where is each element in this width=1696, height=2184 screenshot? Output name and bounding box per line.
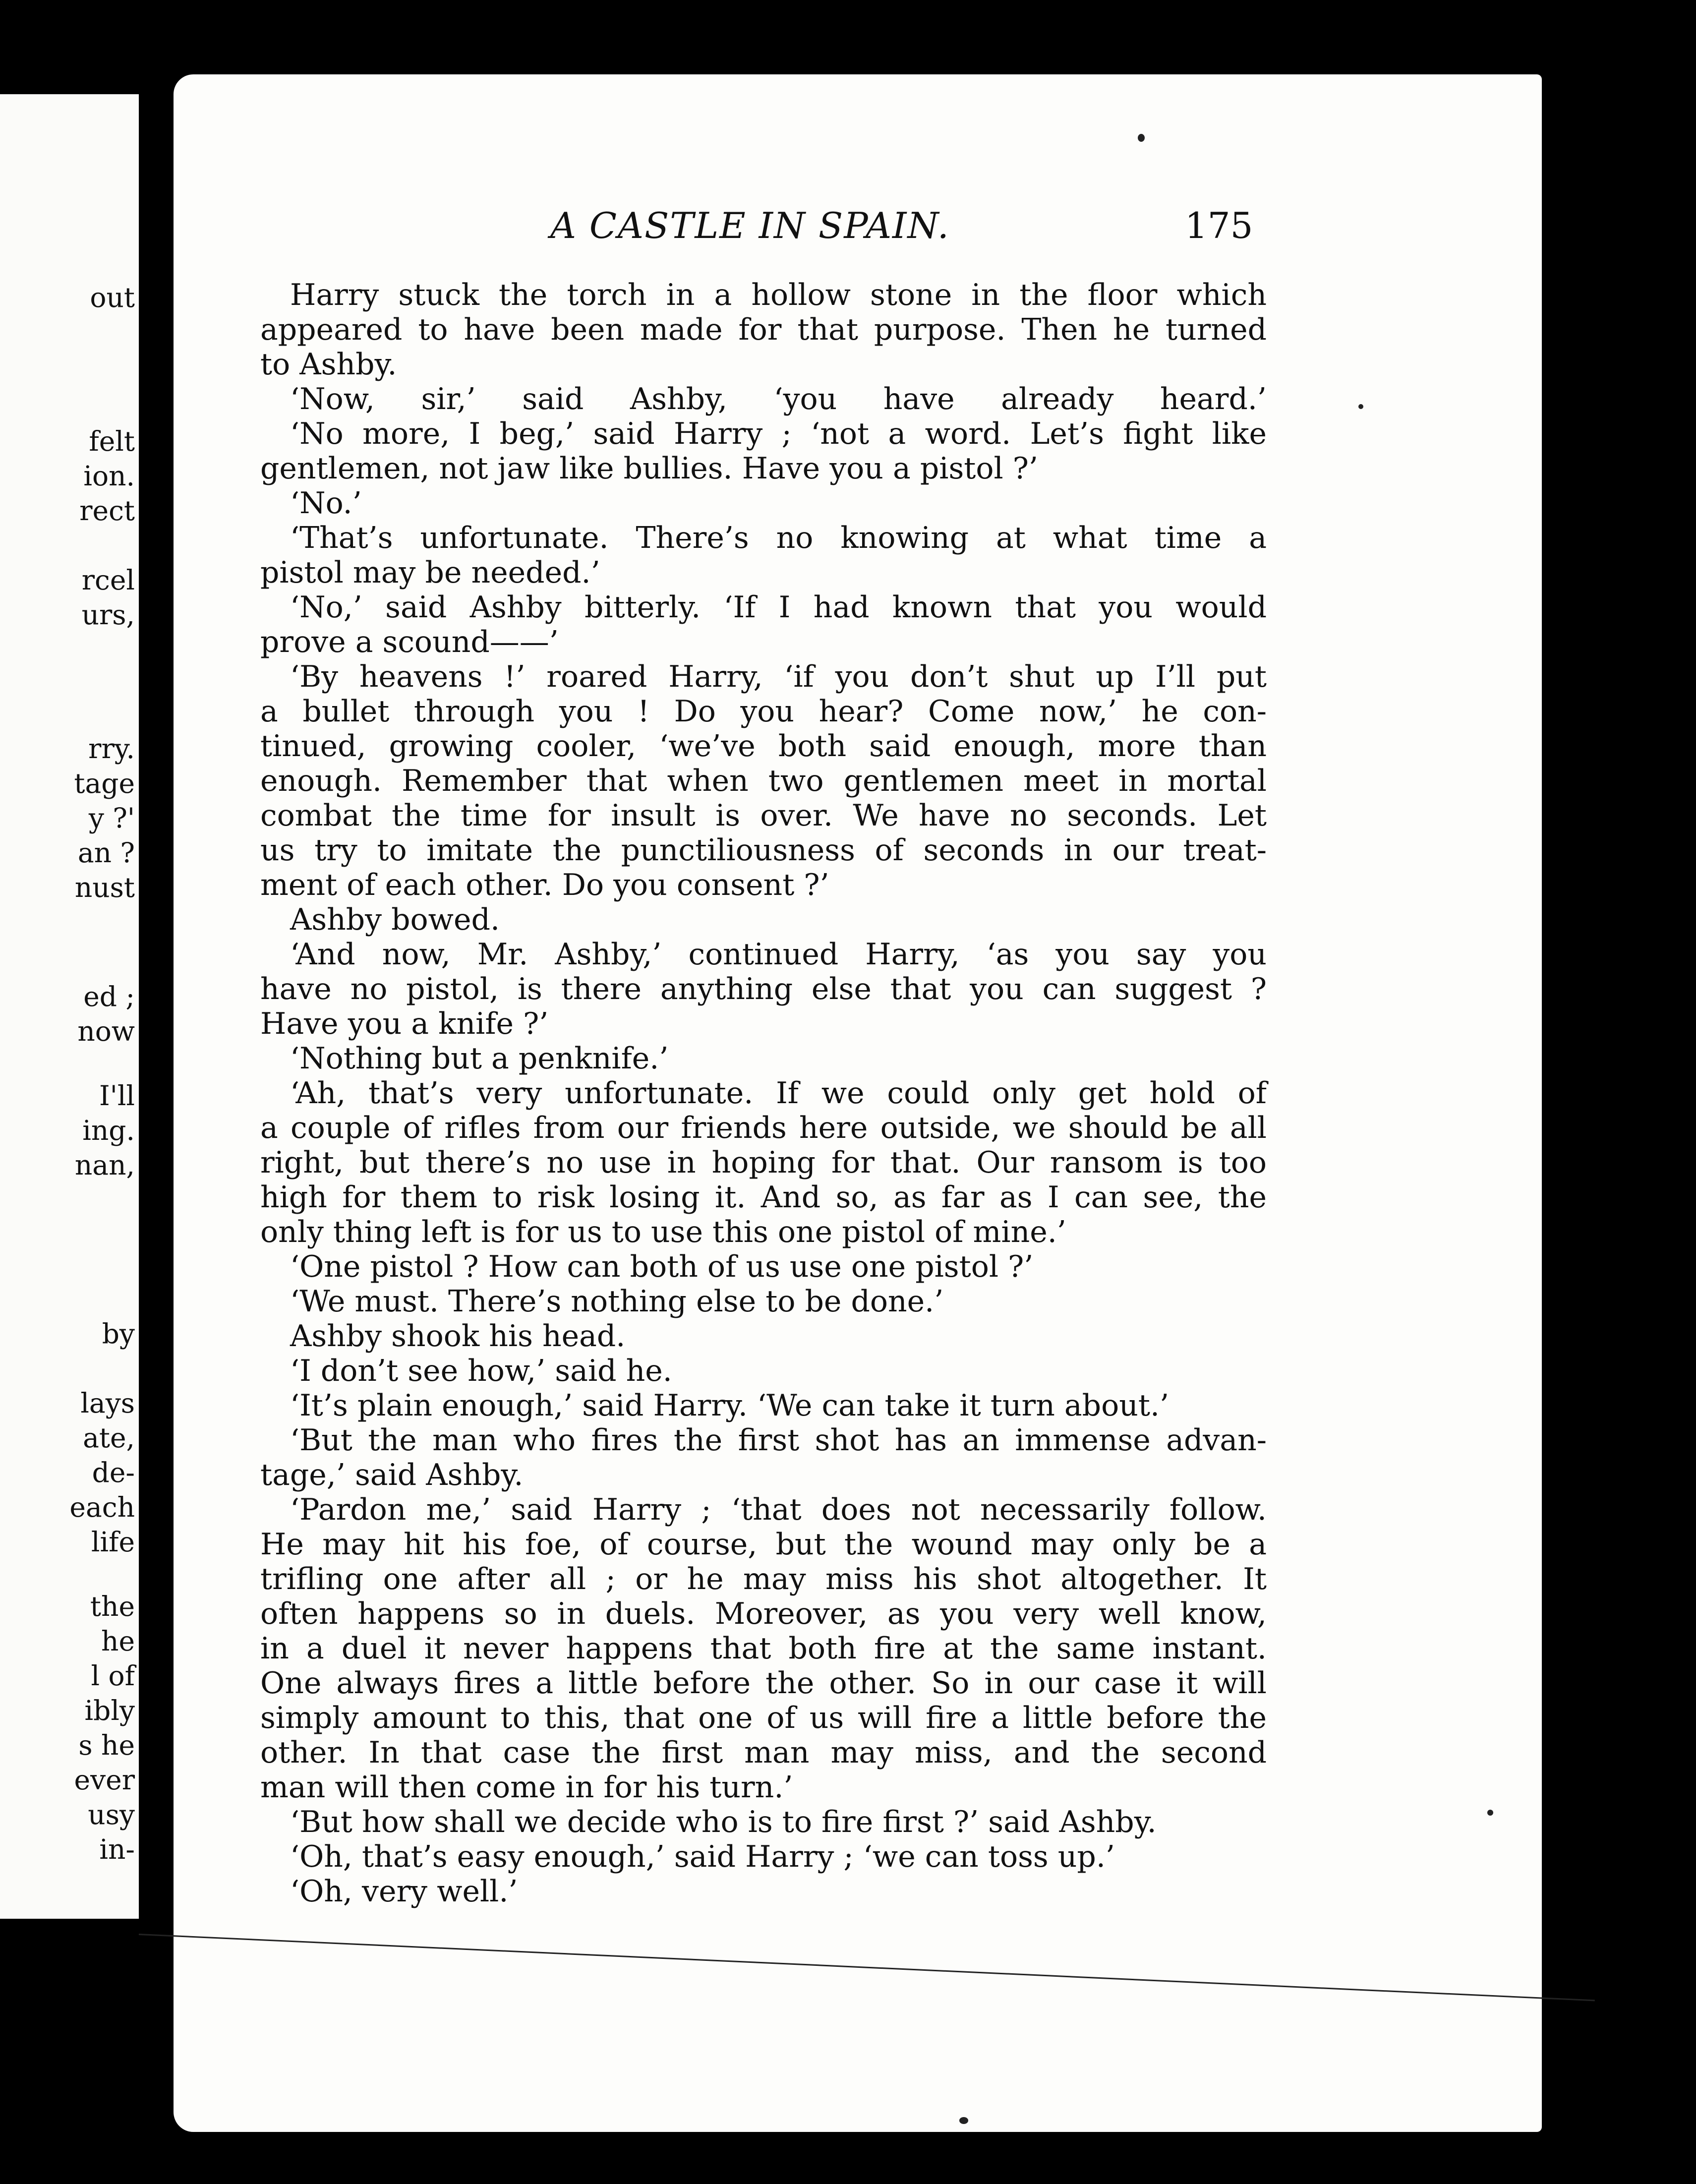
facing-page-text-fragment: usy (88, 1799, 135, 1830)
body-text-line: ‘One pistol ? How can both of us use one pistol ?’ (290, 1249, 1034, 1284)
facing-page-text-fragment: I'll (99, 1080, 135, 1112)
body-text-line: Harry stuck the torch in a hollow stone in the floor which (290, 278, 1267, 312)
facing-page-text-fragment: ed ; (83, 981, 135, 1012)
facing-page-text-fragment: de- (92, 1457, 135, 1488)
facing-page-text-fragment: life (91, 1526, 135, 1558)
facing-page-text-fragment: felt (89, 425, 135, 457)
facing-page-text-fragment: ate, (83, 1422, 135, 1454)
body-text-line: a couple of rifles from our friends here outside, we should be all (260, 1111, 1267, 1145)
facing-page-text-fragment: he (101, 1625, 135, 1657)
body-text-line: ‘That’s unfortunate. There’s no knowing at what time a (290, 521, 1267, 555)
body-text-line: ‘But the man who fires the first shot has an immense advan- (290, 1423, 1267, 1458)
body-text-line: pistol may be needed.’ (260, 555, 600, 590)
facing-page-text-fragment: now (77, 1015, 135, 1047)
facing-page-text-fragment: l of (91, 1660, 135, 1692)
facing-page-text-fragment: ing. (82, 1115, 135, 1146)
body-text-line: Ashby bowed. (290, 902, 500, 937)
body-text-line: have no pistol, is there anything else that you can suggest ? (260, 972, 1267, 1006)
body-text-line: ‘We must. There’s nothing else to be done.’ (290, 1284, 944, 1319)
facing-page-text-fragment: out (90, 282, 135, 313)
body-text-line: ‘No,’ said Ashby bitterly. ‘If I had known that you would (290, 590, 1267, 625)
facing-page-text-fragment: ibly (84, 1695, 135, 1726)
body-text-line: ‘Oh, very well.’ (290, 1874, 518, 1909)
scan-speck (959, 2117, 968, 2124)
body-text-line: ‘Nothing but a penknife.’ (290, 1041, 669, 1076)
facing-page-text-fragment: rect (79, 495, 135, 527)
body-text-line: ‘By heavens !’ roared Harry, ‘if you don’t shut up I’ll put (290, 659, 1267, 694)
facing-page-text-fragment: tage (74, 767, 135, 799)
body-text-line: gentlemen, not jaw like bullies. Have you a pistol ?’ (260, 451, 1038, 486)
body-text-line: ‘No.’ (290, 486, 362, 521)
facing-page-text-fragment: lays (80, 1387, 135, 1419)
page-body-text (260, 278, 1267, 1909)
body-text-line: only thing left is for us to use this one pistol of mine.’ (260, 1215, 1066, 1249)
body-text-line: enough. Remember that when two gentlemen meet in mortal (260, 764, 1267, 798)
body-text-line: tage,’ said Ashby. (260, 1458, 524, 1492)
facing-page-text-fragment: y ?' (88, 802, 135, 834)
body-text-line: ‘No more, I beg,’ said Harry ; ‘not a word. Let’s fight like (290, 416, 1267, 451)
facing-page-text-fragment: nust (74, 872, 135, 903)
body-text-line: Have you a knife ?’ (260, 1006, 549, 1041)
body-text-line: other. In that case the first man may miss, and the second (260, 1735, 1267, 1770)
body-text-line: ‘Oh, that’s easy enough,’ said Harry ; ‘we can toss up.’ (290, 1839, 1115, 1874)
body-text-line: He may hit his foe, of course, but the wound may only be a (260, 1527, 1267, 1562)
scan-speck (1358, 404, 1363, 409)
body-text-line: ‘Pardon me,’ said Harry ; ‘that does not necessarily follow. (290, 1492, 1267, 1527)
facing-page-text-fragment: rcel (81, 564, 135, 596)
scan-speck (1487, 1810, 1493, 1816)
facing-page-text-fragment: the (90, 1591, 135, 1622)
facing-page-text-fragment: urs, (81, 599, 135, 631)
body-text-line: man will then come in for his turn.’ (260, 1770, 793, 1805)
facing-page-text-fragment: each (69, 1491, 135, 1523)
body-text-line: Ashby shook his head. (290, 1319, 626, 1354)
body-text-line: One always fires a little before the other. So in our case it will (260, 1666, 1267, 1701)
body-text-line: ‘But how shall we decide who is to fire first ?’ said Ashby. (290, 1805, 1157, 1839)
body-text-line: ment of each other. Do you consent ?’ (260, 868, 829, 902)
body-text-line: high for them to risk losing it. And so, as far as I can see, the (260, 1180, 1267, 1215)
facing-page-text-fragment: rry. (88, 733, 135, 765)
scan-speck (1138, 134, 1145, 142)
body-text-line: prove a scound——’ (260, 625, 559, 659)
facing-page-text-fragment: ion. (83, 460, 135, 492)
body-text-line: ‘And now, Mr. Ashby,’ continued Harry, ‘as you say you (290, 937, 1267, 972)
body-text-line: appeared to have been made for that purpose. Then he turned (260, 312, 1267, 347)
body-text-line: ‘Now, sir,’ said Ashby, ‘you have already heard.’ (290, 382, 1267, 416)
body-text-line: ‘It’s plain enough,’ said Harry. ‘We can take it turn about.’ (290, 1388, 1170, 1423)
body-text-line: often happens so in duels. Moreover, as you very well know, (260, 1596, 1267, 1631)
facing-page-fragment (0, 94, 139, 1919)
facing-page-text-fragment: an ? (77, 837, 135, 869)
body-text-line: tinued, growing cooler, ‘we’ve both said enough, more than (260, 729, 1267, 764)
page-edge-shadow (1542, 74, 1696, 2132)
body-text-line: us try to imitate the punctiliousness of seconds in our treat- (260, 833, 1267, 868)
facing-page-text-fragment: s he (78, 1729, 135, 1761)
body-text-line: trifling one after all ; or he may miss his shot altogether. It (260, 1562, 1267, 1596)
body-text-line: a bullet through you ! Do you hear? Come now,’ he con- (260, 694, 1267, 729)
body-text-line: right, but there’s no use in hoping for that. Our ransom is too (260, 1145, 1267, 1180)
page-number: 175 (1185, 205, 1253, 246)
facing-page-text-fragment: ever (74, 1764, 135, 1796)
facing-page-text-fragment: by (102, 1318, 135, 1350)
body-text-line: combat the time for insult is over. We have no seconds. Let (260, 798, 1267, 833)
running-title: A CASTLE IN SPAIN. (550, 205, 950, 246)
body-text-line: simply amount to this, that one of us will fire a little before the (260, 1701, 1267, 1735)
body-text-line: ‘Ah, that’s very unfortunate. If we could only get hold of (290, 1076, 1267, 1111)
body-text-line: to Ashby. (260, 347, 397, 382)
body-text-line: in a duel it never happens that both fire at the same instant. (260, 1631, 1267, 1666)
body-text-line: ‘I don’t see how,’ said he. (290, 1354, 672, 1388)
facing-page-text-fragment: in- (99, 1833, 135, 1865)
facing-page-text-fragment: nan, (74, 1149, 135, 1181)
